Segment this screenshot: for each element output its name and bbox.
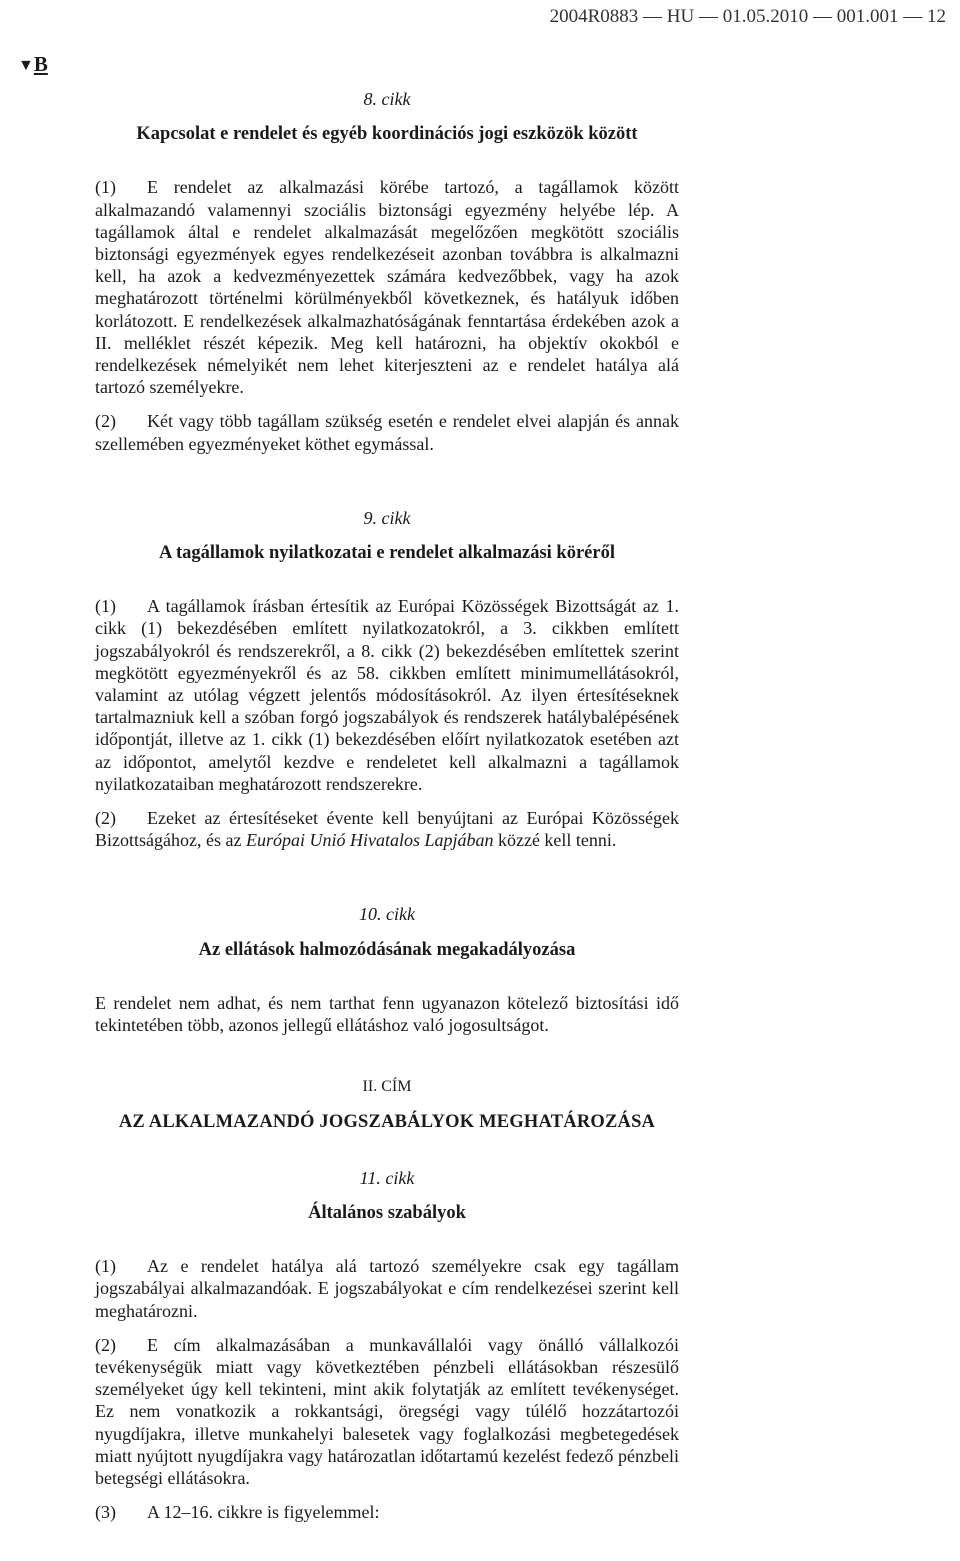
article-number: 10. cikk: [359, 904, 415, 925]
paragraph-text: A tagállamok írásban értesítik az Európai Közösségek Bizottságát az 1. cikk (1) bekezdésében említett nyilatkozatokról, a 3. cikkben említett jogszabályokról és rendszerekről, a 8. cikk (2) bekezdésében említettek szerint megkötött egyezményekről és az 58. cikkben említett minimumellátásokról, valamint az utólag végzett jelentős módosításokról. Az ilyen értesítéseknek tartalmazniuk kell a szóban forgó jogszabályok és rendszerek hatálybalépésének időpontját, illetve az 1. cikk (1) bekezdésében előírt nyilatkozatok esetében azt az időpontot, amelytől kezdve e rendeletet kell alkalmazni a tagállamok nyilatkozataiban meghatározott rendszerekre.: [95, 596, 679, 794]
paragraph-1: [95, 1255, 679, 1322]
journal-name: Európai Unió Hivatalos Lapjában: [245, 830, 494, 851]
paragraph-2: [95, 807, 679, 851]
article-11: [95, 1167, 679, 1524]
article-number: 8. cikk: [363, 89, 411, 109]
article-title: Az ellátások halmozódásának megakadályozása: [198, 939, 576, 960]
paragraph-2: [95, 1334, 679, 1489]
paragraph-text-end: közzé kell tenni.: [493, 830, 617, 851]
title-number: II. CÍM: [362, 1078, 412, 1096]
paragraph-number: (3): [95, 1502, 116, 1523]
paragraph-number: (2): [95, 808, 116, 829]
paragraph-number: (2): [95, 1334, 116, 1355]
document-body: [95, 88, 679, 1523]
article-number: 9. cikk: [363, 507, 411, 528]
paragraph-text: Két vagy több tagállam szükség esetén e rendelet elvei alapján és annak szellemében egyezményeket köthet egymással.: [95, 411, 679, 454]
paragraph-number: (1): [95, 177, 116, 198]
paragraph-number: (2): [95, 411, 116, 432]
running-header: 2004R0883 — HU — 01.05.2010 — 001.001 — 12: [549, 6, 946, 27]
title-name: AZ ALKALMAZANDÓ JOGSZABÁLYOK MEGHATÁROZÁSA: [118, 1111, 656, 1132]
amendment-marker: [18, 52, 48, 77]
paragraph-2: [95, 410, 679, 454]
article-number: 11. cikk: [359, 1167, 415, 1188]
paragraph-text: A 12–16. cikkre is figyelemmel:: [147, 1502, 380, 1523]
title-2: [95, 1076, 679, 1132]
paragraph: E rendelet nem adhat, és nem tarthat fenn ugyanazon kötelező biztosítási idő tekintetében több, azonos jellegű ellátáshoz való jogosultságot.: [95, 992, 679, 1036]
article-10: [95, 903, 679, 1036]
paragraph-1: [95, 595, 679, 795]
paragraph-number: (1): [95, 1256, 116, 1277]
paragraph-text: Az e rendelet hatálya alá tartozó személyekre csak egy tagállam jogszabályai alkalmazandóak. E jogszabályokat e cím rendelkezései szerint kell meghatározni.: [95, 1256, 679, 1321]
article-9: [95, 507, 679, 852]
article-8: [95, 88, 679, 455]
triangle-down-icon: ▼: [18, 57, 34, 74]
article-title: Kapcsolat e rendelet és egyéb koordinációs jogi eszközök között: [136, 124, 638, 145]
paragraph-text: Ezeket az értesítéseket évente kell benyújtani az Európai Közösségek Bizottságához, és az: [95, 808, 679, 851]
paragraph-1: [95, 176, 679, 398]
paragraph-3: [95, 1501, 679, 1523]
paragraph-text: E cím alkalmazásában a munkavállalói vagy önálló vállalkozói tevékenységük miatt vagy következtében pénzbeli ellátásokban részesülő személyeket úgy kell tekinteni, mint akik folytatják az említett tevékenységet. Ez nem vonatkozik a rokkantsági, öregségi vagy túlélő hozzátartozói nyugdíjakra, illetve munkahelyi balesetek vagy foglalkozási megbetegedések miatt nyújtott nyugdíjakra vagy határozatlan időtartamú kezelést fedező pénzbeli betegségi ellátásokra.: [95, 1334, 679, 1488]
paragraph-text: E rendelet az alkalmazási körébe tartozó, a tagállamok között alkalmazandó valamennyi szociális biztonsági egyezmény helyébe lép. A tagállamok által e rendelet alkalmazását megelőzően megkötött szociális biztonsági egyezmények egyes rendelkezéseit azonban továbbra is alkalmazni kell, ha azok a kedvezményezettek számára kedvezőbbek, vagy ha azok meghatározott történelmi körülményekből következnek, és hatályuk időben korlátozott. E rendelkezések alkalmazhatóságának fenntartása érdekében azok a II. melléklet részét képezik. Meg kell határozni, ha objektív okokból e rendelkezések némelyikét nem lehet kiterjeszteni az e rendelet hatálya alá tartozó személyekre.: [95, 177, 679, 398]
paragraph-number: (1): [95, 596, 116, 617]
article-title: Általános szabályok: [308, 1202, 466, 1223]
article-title: A tagállamok nyilatkozatai e rendelet alkalmazási köréről: [159, 543, 615, 564]
marker-letter: B: [33, 52, 48, 76]
